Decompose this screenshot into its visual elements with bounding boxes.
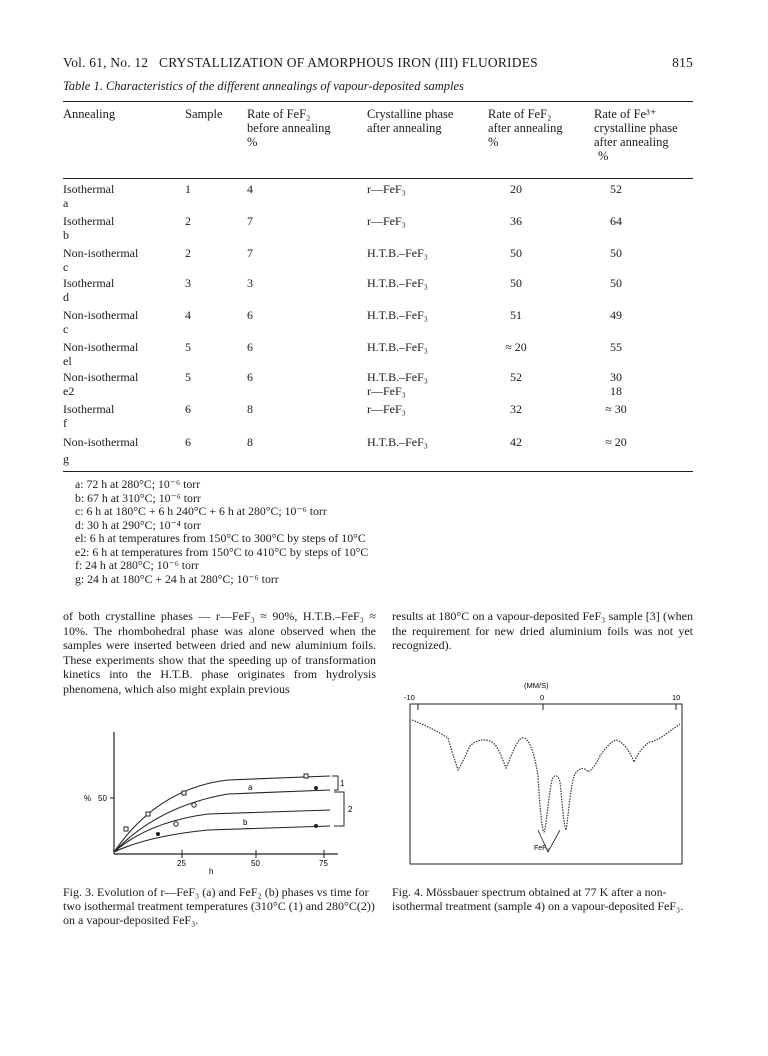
- curve-label-b: b: [243, 818, 248, 827]
- header-annealing: Annealing: [63, 107, 116, 121]
- header-line: %: [598, 149, 609, 163]
- cell-sample: 1: [185, 182, 191, 196]
- cell-phase: H.T.B.–FeF₃: [367, 340, 428, 354]
- cell-before: 8: [247, 402, 253, 416]
- header-line: Crystalline phase: [367, 107, 454, 121]
- cell-fe3: ≈ 20: [605, 435, 627, 449]
- table-header-rule: [63, 178, 693, 179]
- cell-code: e2: [63, 384, 75, 398]
- cell-phase: r—FeF₃: [367, 214, 406, 228]
- cell-annealing: Isothermal: [63, 214, 115, 228]
- data-point: [192, 803, 196, 807]
- cell-fe3: 50: [610, 276, 622, 290]
- cell-fe3: ≈ 30: [605, 402, 627, 416]
- note-line: d: 30 h at 290°C; 10⁻⁴ torr: [75, 517, 201, 532]
- cell-code: c: [63, 260, 69, 274]
- x-tick-label: 75: [319, 859, 328, 868]
- header-line: Rate of Fe³⁺: [594, 107, 657, 121]
- group-label-2: 2: [348, 805, 353, 814]
- cell-after: 52: [510, 370, 522, 384]
- note-line: e2: 6 h at temperatures from 150°C to 410°C by steps of 10°C: [75, 544, 369, 559]
- body-text-left: of both crystalline phases — r—FeF₃ ≈ 90%, H.T.B.–FeF₃ ≈ 10%. The rhombohedral phase was alone observed when the samples were inserted between dried and new aluminium foils. These experiments show that the speeding up of transformation kinetics into the H.T.B. phase originates from hydrolysis phenomena, which also might explain previous: [63, 609, 376, 696]
- cell-fe3: 50: [610, 246, 622, 260]
- data-point: [314, 786, 318, 790]
- cell-after: ≈ 20: [505, 340, 527, 354]
- cell-fe3: 52: [610, 182, 622, 196]
- figure-4-spectrum: [398, 680, 698, 870]
- cell-before: 6: [247, 370, 253, 384]
- x-tick-label: 0: [540, 693, 545, 702]
- data-point: [156, 832, 160, 836]
- data-point: [182, 791, 186, 795]
- cell-annealing: Isothermal: [63, 402, 115, 416]
- cell-before: 4: [247, 182, 253, 196]
- header-rate-before: [247, 107, 331, 149]
- header-line: %: [247, 135, 258, 149]
- cell-phase: H.T.B.–FeF₃: [367, 435, 428, 449]
- header-line: after annealing: [488, 121, 563, 135]
- cell-fe3-2: 18: [610, 384, 622, 398]
- cell-before: 3: [247, 276, 253, 290]
- cell-phase: H.T.B.–FeF₃: [367, 246, 428, 260]
- y-tick-label: 50: [98, 794, 107, 803]
- data-point: [146, 812, 150, 816]
- cell-fe3: 64: [610, 214, 622, 228]
- header-line: after annealing: [367, 121, 442, 135]
- cell-after: 51: [510, 308, 522, 322]
- cell-phase: H.T.B.–FeF₃: [367, 308, 428, 322]
- spectrum-frame: [410, 704, 682, 864]
- cell-annealing: Non-isothermal: [63, 308, 139, 322]
- cell-before: 6: [247, 340, 253, 354]
- header-line: Rate of FeF₂: [247, 107, 311, 121]
- header-line: %: [488, 135, 499, 149]
- cell-fe3: 30: [610, 370, 622, 384]
- note-line: f: 24 h at 280°C; 10⁻⁶ torr: [75, 558, 199, 572]
- table-notes: [75, 478, 368, 586]
- peak-label: FeF₂: [534, 845, 550, 852]
- note-line: c: 6 h at 180°C + 6 h 240°C + 6 h at 280°C; 10⁻⁶ torr: [75, 504, 327, 518]
- x-tick-label: 10: [672, 693, 681, 702]
- header-line: Rate of FeF₂: [488, 107, 552, 121]
- header-sample: Sample: [185, 107, 223, 121]
- cell-code: c: [63, 322, 69, 336]
- cell-code: el: [63, 354, 72, 368]
- cell-annealing: Non-isothermal: [63, 246, 139, 260]
- note-line: b: 67 h at 310°C; 10⁻⁶ torr: [75, 490, 201, 505]
- cell-phase: H.T.B.–FeF₃: [367, 370, 428, 384]
- x-axis-label: h: [209, 867, 214, 876]
- table-caption: Table 1. Characteristics of the different annealings of vapour-deposited samples: [63, 79, 464, 93]
- cell-before: 7: [247, 246, 253, 260]
- cell-phase-2: r—FeF₃: [367, 384, 406, 398]
- cell-annealing: Isothermal: [63, 276, 115, 290]
- y-axis-label: %: [84, 794, 92, 803]
- cell-code: b: [63, 228, 69, 242]
- header-line: before annealing: [247, 121, 331, 135]
- running-header: [63, 55, 693, 71]
- cell-sample: 2: [185, 246, 191, 260]
- body-text-right: results at 180°C on a vapour-deposited FeF₃ sample [3] (when the requirement for new dried aluminium foils was not yet recognized).: [392, 609, 693, 653]
- cell-before: 7: [247, 214, 253, 228]
- data-point: [304, 774, 308, 778]
- cell-annealing: Isothermal: [63, 182, 115, 196]
- note-line: a: 72 h at 280°C; 10⁻⁶ torr: [75, 477, 201, 491]
- table-top-rule: [63, 101, 693, 102]
- page-number: 815: [672, 55, 693, 70]
- data-point: [174, 822, 178, 826]
- cell-phase: r—FeF₃: [367, 182, 406, 196]
- cell-phase: r—FeF₃: [367, 402, 406, 416]
- bracket-2: [334, 792, 344, 826]
- cell-code: d: [63, 290, 69, 304]
- table-bottom-rule: [63, 471, 693, 472]
- x-tick-label: 50: [251, 859, 260, 868]
- cell-code: a: [63, 196, 69, 210]
- cell-after: 32: [510, 402, 522, 416]
- cell-sample: 5: [185, 370, 191, 384]
- data-point: [124, 827, 128, 831]
- note-line: g: 24 h at 180°C + 24 h at 280°C; 10⁻⁶ torr: [75, 571, 279, 586]
- curve-b-2: [114, 826, 330, 852]
- header-line: crystalline phase: [594, 121, 678, 135]
- cell-annealing: Non-isothermal: [63, 340, 139, 354]
- cell-sample: 3: [185, 276, 191, 290]
- journal-volume: Vol. 61, No. 12: [63, 55, 149, 70]
- figure-4-caption: Fig. 4. Mössbauer spectrum obtained at 77 K after a non-isothermal treatment (sample 4) on a vapour-deposited FeF₃.: [392, 885, 684, 913]
- cell-annealing: Non-isothermal: [63, 370, 139, 384]
- header-rate-after: [488, 107, 563, 149]
- figure-3-caption: Fig. 3. Evolution of r—FeF₃ (a) and FeF₂ (b) phases vs time for two isothermal treatment temperatures (310°C (1) and 280°C(2)) on a vapour-deposited FeF₃.: [63, 885, 375, 927]
- cell-code: g: [63, 452, 69, 466]
- group-label-1: 1: [340, 779, 345, 788]
- article-title: CRYSTALLIZATION OF AMORPHOUS IRON (III) FLUORIDES: [159, 55, 538, 70]
- cell-before: 6: [247, 308, 253, 322]
- cell-sample: 6: [185, 435, 191, 449]
- cell-after: 42: [510, 435, 522, 449]
- figure-3-plot: [78, 728, 378, 876]
- cell-after: 36: [510, 214, 522, 228]
- spectrum-curve: [412, 720, 680, 832]
- cell-sample: 6: [185, 402, 191, 416]
- cell-after: 50: [510, 276, 522, 290]
- header-line: after annealing: [594, 135, 669, 149]
- bracket-1: [332, 776, 338, 790]
- x-tick-label: -10: [404, 693, 415, 702]
- x-tick-label: 25: [177, 859, 186, 868]
- cell-annealing: Non-isothermal: [63, 435, 139, 449]
- cell-code: f: [63, 416, 67, 430]
- cell-after: 50: [510, 246, 522, 260]
- cell-fe3: 55: [610, 340, 622, 354]
- cell-sample: 5: [185, 340, 191, 354]
- curve-label-a: a: [248, 783, 253, 792]
- cell-phase: H.T.B.–FeF₃: [367, 276, 428, 290]
- cell-sample: 4: [185, 308, 191, 322]
- curve-a-2: [114, 790, 330, 852]
- header-rate-fe3: [594, 107, 678, 163]
- cell-sample: 2: [185, 214, 191, 228]
- cell-before: 8: [247, 435, 253, 449]
- cell-after: 20: [510, 182, 522, 196]
- note-line: el: 6 h at temperatures from 150°C to 300°C by steps of 10°C: [75, 531, 366, 545]
- header-crystalline-phase: [367, 107, 453, 135]
- data-point: [314, 824, 318, 828]
- velocity-unit-label: (MM/S): [524, 681, 549, 690]
- cell-fe3: 49: [610, 308, 622, 322]
